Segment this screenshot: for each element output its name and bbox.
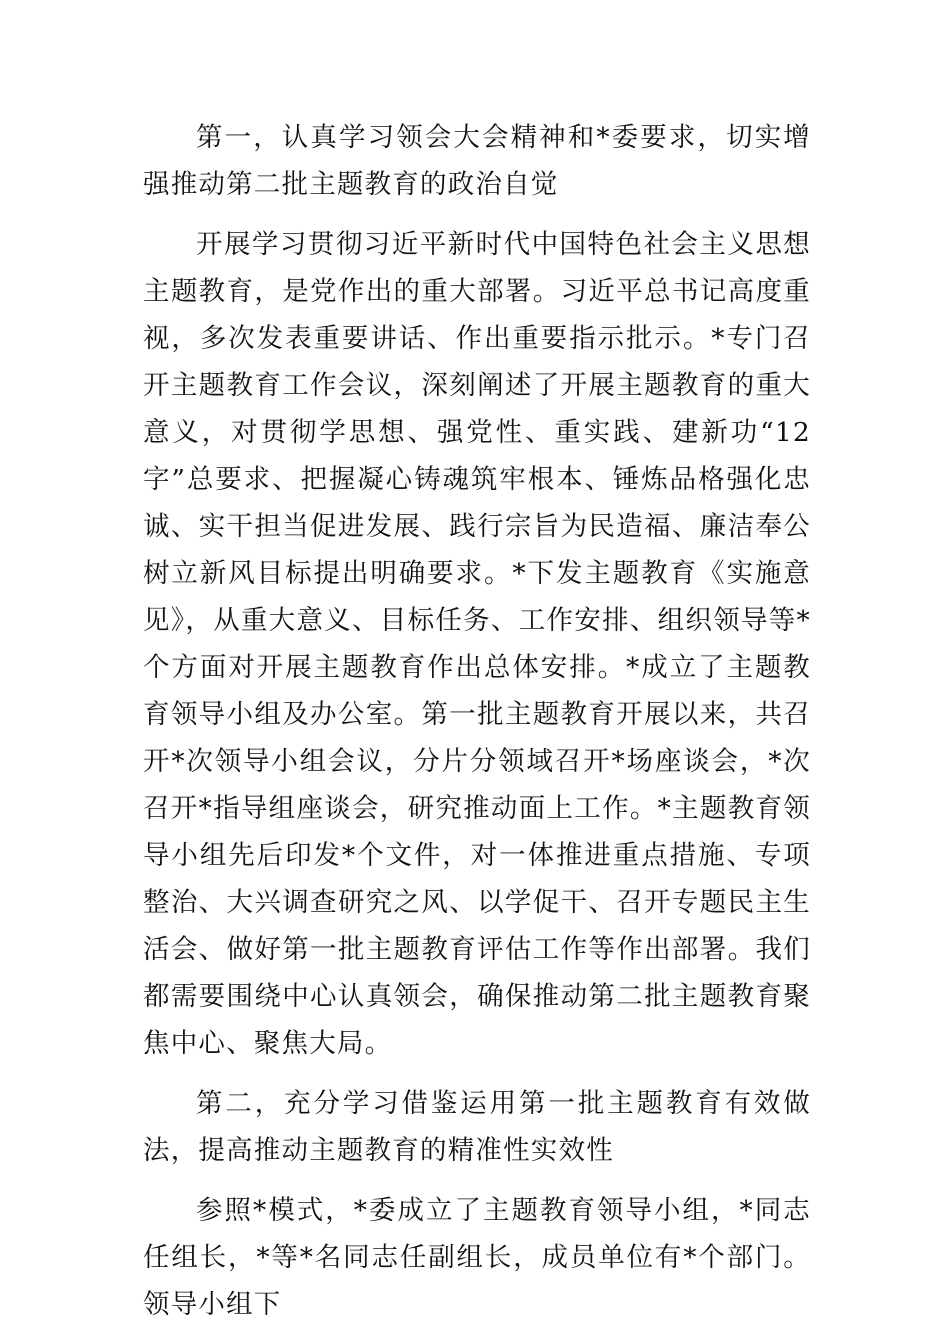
section-heading-2: 第二，充分学习借鉴运用第一批主题教育有效做法，提高推动主题教育的精准性实效性 (143, 1088, 811, 1166)
body-paragraph-1: 开展学习贯彻习近平新时代中国特色社会主义思想主题教育，是党作出的重大部署。习近平总书记高度重视，多次发表重要讲话、作出重要指示批示。*专门召开主题教育工作会议，深刻阐述了开展主题教育的重大意义，对贯彻学思想、强党性、重实践、建新功“12字”总要求、把握凝心铸魂筑牢根本、锤炼品格强化忠诚、实干担当促进发展、践行宗旨为民造福、廉洁奉公树立新风目标提出明确要求。*下发主题教育《实施意见》，从重大意义、目标任务、工作安排、组织领导等*个方面对开展主题教育作出总体安排。*成立了主题教育领导小组及办公室。第一批主题教育开展以来，共召开*次领导小组会议，分片分领域召开*场座谈会，*次召开*指导组座谈会，研究推动面上工作。*主题教育领导小组先后印发*个文件，对一体推进重点措施、专项整治、大兴调查研究之风、以学促干、召开专题民主生活会、做好第一批主题教育评估工作等作出部署。我们都需要围绕中心认真领会，确保推动第二批主题教育聚焦中心、聚焦大局。 (143, 229, 811, 1059)
body-paragraph-2: 参照*模式，*委成立了主题教育领导小组，*同志任组长，*等*名同志任副组长，成员单位有*个部门。领导小组下 (143, 1195, 811, 1320)
document-body (143, 114, 811, 1341)
section-heading-1: 第一，认真学习领会大会精神和*委要求，切实增强推动第二批主题教育的政治自觉 (143, 122, 811, 200)
